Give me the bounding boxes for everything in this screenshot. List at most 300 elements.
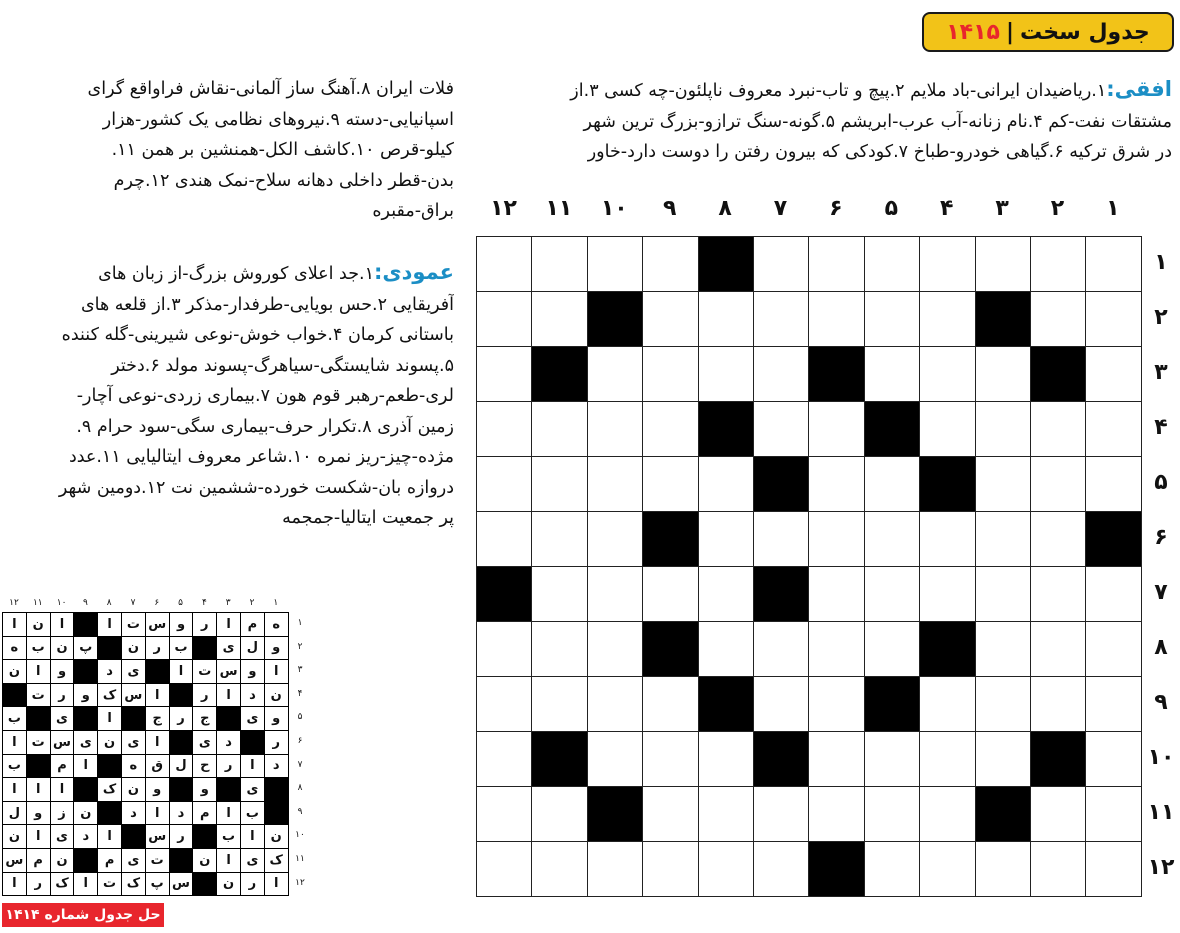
black-cell <box>642 621 698 677</box>
grid-cell[interactable] <box>975 566 1031 622</box>
row-number: ۶ <box>1154 525 1168 550</box>
black-cell <box>587 786 643 842</box>
grid-cell[interactable] <box>531 401 587 457</box>
row-number: ۱۱ <box>1147 800 1175 825</box>
solution-cell: ا <box>145 730 170 755</box>
grid-cell[interactable] <box>476 401 532 457</box>
solution-black-cell <box>73 706 98 731</box>
column-number: ۸ <box>718 196 732 221</box>
grid-cell[interactable] <box>698 511 754 567</box>
grid-cell[interactable] <box>1085 786 1141 842</box>
solution-row-number: ۵ <box>297 712 303 723</box>
solution-cell: م <box>240 612 265 637</box>
grid-cell[interactable] <box>975 731 1031 787</box>
solution-cell: ر <box>216 754 241 779</box>
solution-cell: ب <box>2 706 27 731</box>
row-number: ۴ <box>1154 415 1168 440</box>
solution-cell: د <box>73 824 98 849</box>
grid-cell[interactable] <box>753 621 809 677</box>
grid-cell[interactable] <box>919 401 975 457</box>
grid-cell[interactable] <box>698 456 754 512</box>
grid-cell[interactable] <box>531 786 587 842</box>
solution-cell: ب <box>169 636 194 661</box>
solution-cell: ا <box>216 848 241 873</box>
grid-cell[interactable] <box>919 566 975 622</box>
crossword-grid <box>476 236 1141 896</box>
column-number: ۱۲ <box>490 196 517 221</box>
solution-cell: ب <box>240 801 265 826</box>
solution-cell: ی <box>121 848 146 873</box>
row-number: ۳ <box>1154 360 1168 385</box>
solution-cell: و <box>264 636 289 661</box>
grid-cell[interactable] <box>531 566 587 622</box>
grid-cell[interactable] <box>975 346 1031 402</box>
grid-cell[interactable] <box>642 346 698 402</box>
solution-row-number: ۶ <box>297 736 303 746</box>
grid-cell[interactable] <box>642 456 698 512</box>
grid-cell[interactable] <box>531 676 587 732</box>
solution-cell: س <box>50 730 75 755</box>
solution-cell: ا <box>2 730 27 755</box>
grid-cell[interactable] <box>753 236 809 292</box>
clue-line: لری-طعم-رهبر قوم هون ۷.بیماری زردی-نوعی آچار- <box>76 386 454 406</box>
grid-cell[interactable] <box>753 291 809 347</box>
horizontal-heading: افقی: <box>1106 77 1172 101</box>
black-cell <box>698 236 754 292</box>
row-number: ۱۲ <box>1147 855 1175 880</box>
grid-cell[interactable] <box>587 731 643 787</box>
grid-cell[interactable] <box>642 566 698 622</box>
black-cell <box>919 456 975 512</box>
solution-cell: ت <box>26 683 51 708</box>
grid-cell[interactable] <box>753 346 809 402</box>
grid-cell[interactable] <box>531 841 587 897</box>
solution-black-cell <box>121 824 146 849</box>
solution-cell: د <box>97 659 122 684</box>
vertical-heading: عمودی: <box>373 260 454 284</box>
solution-cell: ی <box>121 730 146 755</box>
solution-cell: ج <box>145 706 170 731</box>
solution-cell: ی <box>240 706 265 731</box>
solution-cell: د <box>264 754 289 779</box>
column-number: ۱۱ <box>545 196 573 221</box>
solution-cell: ز <box>50 801 75 826</box>
clue-line: زمین آذری ۸.تکرار حرف-بیماری سگی-سود حرام ۹. <box>76 416 454 437</box>
solution-cell: ه <box>2 636 27 661</box>
solution-cell: ک <box>121 872 146 897</box>
clue-line: پر جمعیت ایتالیا-جمجمه <box>282 508 454 528</box>
grid-cell[interactable] <box>1085 731 1141 787</box>
grid-cell[interactable] <box>587 841 643 897</box>
grid-cell[interactable] <box>864 236 920 292</box>
solution-cell: و <box>192 777 217 802</box>
row-number: ۷ <box>1154 580 1168 605</box>
solution-black-cell <box>26 754 51 779</box>
solution-black-cell <box>169 848 194 873</box>
solution-cell: و <box>264 706 289 731</box>
solution-black-cell <box>169 777 194 802</box>
grid-cell[interactable] <box>864 291 920 347</box>
grid-cell[interactable] <box>753 401 809 457</box>
black-cell <box>531 731 587 787</box>
solution-cell: ا <box>2 872 27 897</box>
solution-cell: ر <box>264 730 289 755</box>
grid-cell[interactable] <box>1085 566 1141 622</box>
solution-cell: م <box>97 848 122 873</box>
grid-cell[interactable] <box>864 566 920 622</box>
row-number: ۲ <box>1154 305 1168 330</box>
grid-cell[interactable] <box>476 841 532 897</box>
grid-cell[interactable] <box>587 621 643 677</box>
solution-cell: م <box>50 754 75 779</box>
solution-column-number: ۱۲ <box>9 598 19 608</box>
solution-black-cell <box>73 848 98 873</box>
grid-cell[interactable] <box>808 456 864 512</box>
solution-cell: ن <box>264 824 289 849</box>
row-number: ۱ <box>1154 250 1168 275</box>
grid-cell[interactable] <box>698 786 754 842</box>
puzzle-number: ۱۴۱۵ <box>946 19 1000 45</box>
black-cell <box>753 731 809 787</box>
grid-cell[interactable] <box>698 841 754 897</box>
grid-cell[interactable] <box>1085 291 1141 347</box>
solution-cell: س <box>169 872 194 897</box>
solution-cell: ن <box>121 636 146 661</box>
grid-cell[interactable] <box>476 511 532 567</box>
solution-cell: ت <box>192 659 217 684</box>
solution-cell: ک <box>50 872 75 897</box>
solution-cell: ر <box>50 683 75 708</box>
solution-column-number: ۲ <box>249 598 255 608</box>
grid-cell[interactable] <box>919 676 975 732</box>
solution-cell: ا <box>216 612 241 637</box>
grid-cell[interactable] <box>864 731 920 787</box>
black-cell <box>531 346 587 402</box>
grid-cell[interactable] <box>1030 236 1086 292</box>
solution-cell: س <box>2 848 27 873</box>
grid-cell[interactable] <box>1085 236 1141 292</box>
grid-cell[interactable] <box>1030 621 1086 677</box>
black-cell <box>975 786 1031 842</box>
column-number: ۱ <box>1106 196 1120 221</box>
solution-cell: ا <box>169 659 194 684</box>
grid-cell[interactable] <box>975 621 1031 677</box>
solution-cell: ا <box>145 801 170 826</box>
grid-cell[interactable] <box>476 291 532 347</box>
grid-cell[interactable] <box>587 566 643 622</box>
grid-cell[interactable] <box>808 786 864 842</box>
row-number: ۱۰ <box>1147 745 1175 770</box>
grid-cell[interactable] <box>698 346 754 402</box>
solution-black-cell <box>216 706 241 731</box>
solution-cell: ل <box>169 754 194 779</box>
black-cell <box>698 401 754 457</box>
solution-cell: ج <box>192 706 217 731</box>
previous-solution-label: حل جدول شماره ۱۴۱۴ <box>2 903 164 927</box>
solution-cell: ا <box>2 777 27 802</box>
solution-cell: ا <box>50 612 75 637</box>
grid-cell[interactable] <box>808 566 864 622</box>
grid-cell[interactable] <box>753 786 809 842</box>
black-cell <box>753 456 809 512</box>
grid-cell[interactable] <box>919 236 975 292</box>
solution-row-number: ۲ <box>297 641 303 652</box>
black-cell <box>808 841 864 897</box>
solution-cell: س <box>145 612 170 637</box>
clue-line: آفریقایی ۲.حس بویایی-طرفدار-مذکر ۳.از قلعه های <box>80 294 454 315</box>
black-cell <box>919 621 975 677</box>
solution-black-cell <box>216 777 241 802</box>
solution-cell: ی <box>216 636 241 661</box>
solution-cell: ا <box>73 872 98 897</box>
grid-cell[interactable] <box>587 511 643 567</box>
solution-cell: د <box>216 730 241 755</box>
solution-cell: و <box>145 777 170 802</box>
grid-cell[interactable] <box>698 731 754 787</box>
grid-cell[interactable] <box>753 676 809 732</box>
horizontal-clues <box>482 74 1172 168</box>
grid-cell[interactable] <box>1030 511 1086 567</box>
clue-line: در شرق ترکیه ۶.گیاهی خودرو-طباخ ۷.کودکی که بیرون رفتن را دوست دارد-خاور <box>587 142 1172 162</box>
solution-cell: ت <box>26 730 51 755</box>
solution-black-cell <box>26 706 51 731</box>
clue-line: براق-مقبره <box>372 201 454 221</box>
grid-cell[interactable] <box>642 291 698 347</box>
solution-black-cell <box>97 636 122 661</box>
grid-cell[interactable] <box>919 291 975 347</box>
solution-cell: ل <box>240 636 265 661</box>
solution-column-number: ۴ <box>201 598 207 608</box>
solution-cell: ن <box>50 636 75 661</box>
solution-black-cell <box>2 683 27 708</box>
solution-cell: ا <box>264 659 289 684</box>
clue-line: فلات ایران ۸.آهنگ ساز آلمانی-نقاش فراواقع گرای <box>87 79 454 99</box>
solution-row-number: ۱۱ <box>295 854 305 864</box>
grid-cell[interactable] <box>587 456 643 512</box>
solution-column-number: ۱ <box>273 598 279 608</box>
grid-cell[interactable] <box>698 621 754 677</box>
grid-cell[interactable] <box>808 236 864 292</box>
grid-cell[interactable] <box>808 676 864 732</box>
solution-cell: ن <box>50 848 75 873</box>
grid-cell[interactable] <box>864 841 920 897</box>
grid-cell[interactable] <box>975 456 1031 512</box>
solution-cell: ه <box>264 612 289 637</box>
grid-cell[interactable] <box>642 786 698 842</box>
grid-cell[interactable] <box>808 291 864 347</box>
solution-cell: س <box>121 683 146 708</box>
grid-cell[interactable] <box>975 676 1031 732</box>
solution-row-number: ۱ <box>297 618 303 628</box>
grid-cell[interactable] <box>587 346 643 402</box>
grid-cell[interactable] <box>476 346 532 402</box>
grid-cell[interactable] <box>975 236 1031 292</box>
grid-cell[interactable] <box>476 456 532 512</box>
grid-cell[interactable] <box>808 401 864 457</box>
grid-cell[interactable] <box>753 841 809 897</box>
solution-cell: ا <box>97 612 122 637</box>
grid-cell[interactable] <box>1085 676 1141 732</box>
solution-cell: و <box>73 683 98 708</box>
solution-row-number: ۱۰ <box>295 830 305 841</box>
solution-cell: ا <box>26 777 51 802</box>
solution-row-number: ۱۲ <box>295 877 305 888</box>
solution-cell: ا <box>145 683 170 708</box>
solution-column-number: ۹ <box>82 598 88 608</box>
solution-row-number: ۷ <box>297 759 303 770</box>
black-cell <box>698 676 754 732</box>
solution-cell: ق <box>145 754 170 779</box>
grid-cell[interactable] <box>698 566 754 622</box>
grid-cell[interactable] <box>1085 456 1141 512</box>
black-cell <box>864 401 920 457</box>
solution-cell: ر <box>240 872 265 897</box>
solution-black-cell <box>240 730 265 755</box>
title-label: جدول سخت <box>1020 19 1150 45</box>
solution-cell: ا <box>26 824 51 849</box>
grid-cell[interactable] <box>864 621 920 677</box>
solution-cell: ب <box>26 636 51 661</box>
grid-cell[interactable] <box>864 786 920 842</box>
solution-cell: ح <box>192 754 217 779</box>
solution-cell: ر <box>192 612 217 637</box>
grid-cell[interactable] <box>476 621 532 677</box>
solution-cell: پ <box>73 636 98 661</box>
black-cell <box>1085 511 1141 567</box>
solution-cell: ن <box>97 730 122 755</box>
solution-column-number: ۸ <box>106 598 112 608</box>
grid-cell[interactable] <box>642 731 698 787</box>
grid-cell[interactable] <box>753 511 809 567</box>
grid-cell[interactable] <box>1085 346 1141 402</box>
grid-cell[interactable] <box>919 841 975 897</box>
solution-cell: ا <box>50 777 75 802</box>
grid-cell[interactable] <box>919 786 975 842</box>
grid-cell[interactable] <box>919 346 975 402</box>
grid-cell[interactable] <box>1030 841 1086 897</box>
grid-cell[interactable] <box>975 841 1031 897</box>
grid-cell[interactable] <box>476 236 532 292</box>
solution-black-cell <box>192 872 217 897</box>
solution-cell: ن <box>121 777 146 802</box>
grid-cell[interactable] <box>808 511 864 567</box>
grid-cell[interactable] <box>531 236 587 292</box>
grid-cell[interactable] <box>1085 621 1141 677</box>
solution-cell: ی <box>240 848 265 873</box>
solution-cell: ب <box>2 754 27 779</box>
column-number: ۲ <box>1050 196 1065 221</box>
clue-line: دروازه بان-شکست خورده-ششمین نت ۱۲.دومین شهر <box>58 477 454 498</box>
solution-cell: ن <box>2 659 27 684</box>
solution-cell: ا <box>2 612 27 637</box>
solution-cell: ن <box>264 683 289 708</box>
grid-cell[interactable] <box>642 676 698 732</box>
grid-cell[interactable] <box>587 401 643 457</box>
black-cell <box>642 511 698 567</box>
grid-cell[interactable] <box>919 731 975 787</box>
solution-cell: م <box>192 801 217 826</box>
solution-black-cell <box>192 636 217 661</box>
clue-text: ۱.ریاضیدان ایرانی-باد ملایم ۲.پیچ و تاب-نبرد معروف ناپلئون-چه کسی ۳.از <box>570 81 1107 101</box>
solution-cell: ا <box>73 754 98 779</box>
black-cell <box>753 566 809 622</box>
grid-cell[interactable] <box>808 621 864 677</box>
solution-cell: د <box>240 683 265 708</box>
solution-row-number: ۸ <box>297 783 303 794</box>
grid-cell[interactable] <box>975 401 1031 457</box>
grid-cell[interactable] <box>864 511 920 567</box>
grid-cell[interactable] <box>642 401 698 457</box>
grid-cell[interactable] <box>642 236 698 292</box>
solution-row-number: ۳ <box>297 665 303 676</box>
solution-black-cell <box>264 777 289 802</box>
grid-cell[interactable] <box>1030 786 1086 842</box>
solution-cell: ا <box>26 659 51 684</box>
grid-cell[interactable] <box>919 511 975 567</box>
grid-cell[interactable] <box>476 786 532 842</box>
grid-cell[interactable] <box>1030 401 1086 457</box>
grid-cell[interactable] <box>864 346 920 402</box>
grid-cell[interactable] <box>587 676 643 732</box>
clue-line: اسپانیایی-دسته ۹.نیروهای نظامی یک کشور-هزار <box>102 109 454 130</box>
grid-cell[interactable] <box>476 676 532 732</box>
grid-cell[interactable] <box>808 731 864 787</box>
clue-line: ۵.پسوند شایستگی-سیاهرگ-پسوند مولد ۶.دختر <box>111 355 454 376</box>
solution-cell: ب <box>216 824 241 849</box>
grid-cell[interactable] <box>975 511 1031 567</box>
grid-cell[interactable] <box>531 291 587 347</box>
grid-cell[interactable] <box>1085 841 1141 897</box>
grid-cell[interactable] <box>1085 401 1141 457</box>
solution-cell: ک <box>264 848 289 873</box>
solution-black-cell <box>73 612 98 637</box>
grid-cell[interactable] <box>531 511 587 567</box>
solution-cell: پ <box>145 872 170 897</box>
grid-cell[interactable] <box>1030 566 1086 622</box>
solution-cell: و <box>240 659 265 684</box>
solution-cell: د <box>169 801 194 826</box>
grid-cell[interactable] <box>476 731 532 787</box>
solution-column-number: ۶ <box>154 598 160 608</box>
clue-line: مژده-چیز-ریز نمره ۱۰.شاعر معروف ایتالیایی ۱۱.عدد <box>68 447 454 467</box>
solution-cell: ی <box>73 730 98 755</box>
solution-cell: ت <box>145 848 170 873</box>
solution-column-number: ۵ <box>178 598 184 608</box>
grid-cell[interactable] <box>531 456 587 512</box>
grid-cell[interactable] <box>531 621 587 677</box>
grid-cell[interactable] <box>587 236 643 292</box>
solution-black-cell <box>73 659 98 684</box>
grid-cell[interactable] <box>642 841 698 897</box>
solution-cell: ن <box>2 824 27 849</box>
solution-cell: ا <box>97 706 122 731</box>
solution-cell: ا <box>240 824 265 849</box>
grid-cell[interactable] <box>1030 456 1086 512</box>
row-number: ۸ <box>1154 635 1168 660</box>
grid-cell[interactable] <box>1030 676 1086 732</box>
grid-cell[interactable] <box>864 456 920 512</box>
solution-black-cell <box>192 824 217 849</box>
solution-cell: ک <box>97 777 122 802</box>
grid-cell[interactable] <box>698 291 754 347</box>
solution-cell: و <box>50 659 75 684</box>
column-number: ۴ <box>939 196 954 221</box>
clue-text: ۱.جد اعلای کوروش بزرگ-از زبان های <box>98 264 374 284</box>
grid-cell[interactable] <box>1030 291 1086 347</box>
solution-black-cell <box>97 801 122 826</box>
solution-cell: ک <box>97 683 122 708</box>
solution-cell: ر <box>26 872 51 897</box>
